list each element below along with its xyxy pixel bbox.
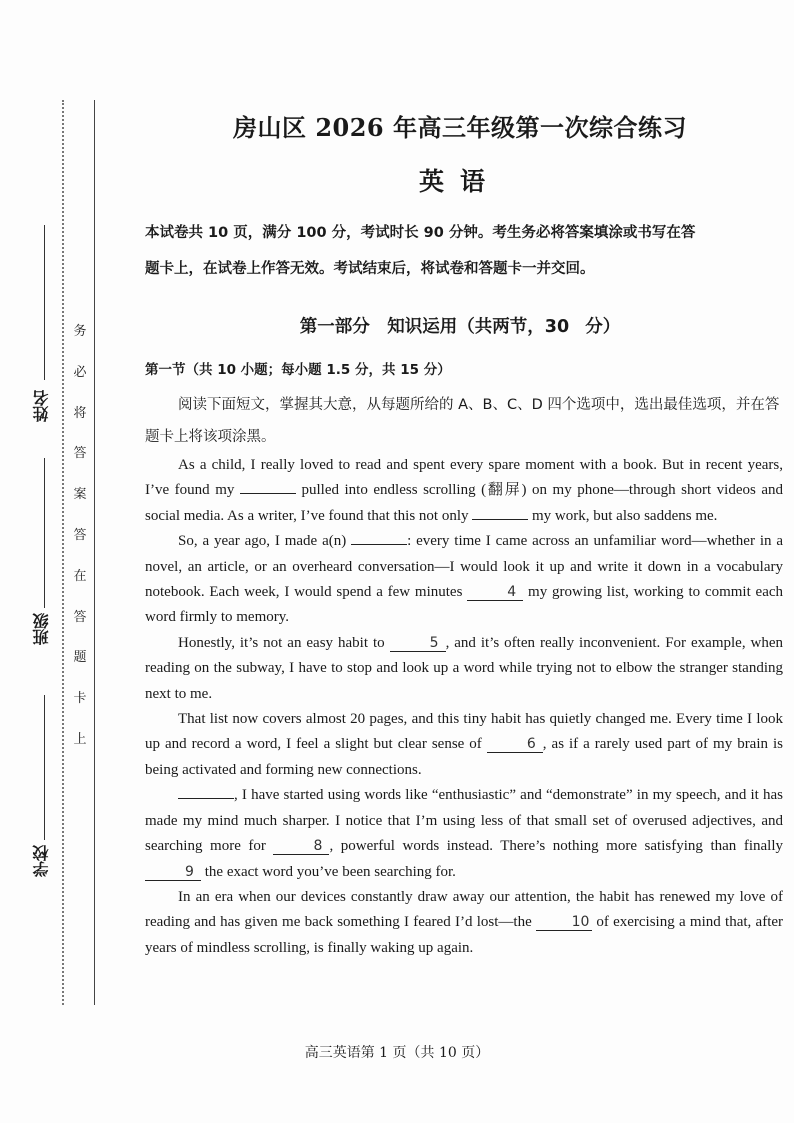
notice-char: 必	[73, 364, 87, 380]
passage-text: , as if a rarely used part of my brain is being activated and forming new connections.	[145, 736, 784, 778]
page-footer: 高三英语第 1 页（共 10 页）	[304, 1045, 490, 1061]
name-label: 姓名	[32, 390, 51, 422]
passage-text: So, a year ago, I made a(n)	[178, 533, 347, 550]
paragraph-5	[145, 783, 783, 885]
exam-instructions	[145, 215, 785, 287]
part-title: 第一部分 知识运用（共两节，30 分）	[299, 317, 621, 337]
school-underline	[44, 695, 45, 840]
notice-char: 题	[73, 650, 87, 666]
blank-3	[351, 544, 407, 545]
instruction-line: 题卡上，在试卷上作答无效。考试结束后，将试卷和答题卡一并交回。	[145, 261, 595, 277]
notice-char: 将	[73, 405, 87, 421]
notice-char: 在	[73, 568, 87, 584]
passage-text: my work, but also saddens me.	[532, 507, 718, 524]
paragraph-1	[145, 453, 783, 529]
passage-text: , powerful words instead. There’s nothing more satisfying than finally	[329, 838, 783, 855]
class-label: 班级	[32, 613, 51, 645]
passage-text: , and it’s often really inconvenient. For example, when reading on the subway, I have to stop and look up a word while trying not to elbow the stranger standing next to me.	[145, 634, 784, 702]
paragraph-2	[145, 529, 783, 631]
notice-char: 答	[73, 527, 87, 543]
instruction-line: 本试卷共 10 页，满分 100 分，考试时长 90 分钟。考生务必将答案填涂或书写在答	[145, 225, 696, 241]
notice-char: 案	[73, 487, 87, 503]
notice-char: 答	[73, 446, 87, 462]
blank-7	[178, 798, 234, 799]
binding-solid-line	[94, 100, 95, 1005]
blank-5: 5	[390, 635, 446, 652]
paragraph-4	[145, 707, 783, 783]
passage-text: , I have started using words like “enthusiastic” and “demonstrate” in my speech, and it has made my mind much sharper. I notice that I’m using less of that small set of overused adjectives, and searching more for	[145, 787, 783, 855]
blank-1	[240, 493, 296, 494]
passage-text: : every time I came across an unfamiliar word—whether in a novel, an article, or an overheard conversation—I would look it up and write it down in a vocabulary notebook. Each week, I would spend a few minutes	[145, 533, 783, 601]
paragraph-6	[145, 885, 783, 961]
paragraph-3	[145, 631, 783, 707]
blank-2	[472, 519, 528, 520]
blank-8: 8	[273, 838, 329, 855]
blank-6: 6	[487, 736, 543, 753]
notice-char: 答	[73, 609, 87, 625]
passage-text: of exercising a mind that, after years of mindless scrolling, is finally waking up again.	[145, 914, 784, 956]
passage-text: my growing list, working to commit each word firmly to memory.	[145, 584, 784, 626]
passage-text: In an era when our devices constantly draw away our attention, the habit has renewed my love of reading and has given me back something I feared I’d lost—the	[145, 888, 783, 931]
passage-text: As a child, I really loved to read and spent every spare moment with a book. But in recent years, I’ve found my	[145, 457, 783, 499]
passage-text: That list now covers almost 20 pages, and this tiny habit has quietly changed me. Every time I look up and record a word, I feel a slight but clear sense of	[145, 711, 783, 753]
binding-dotted-line	[62, 100, 64, 1005]
passage-text: pulled into endless scrolling (翻屏) on my phone—through short videos and social media. As a writer, I’ve found that this not only	[145, 482, 784, 524]
blank-10: 10	[536, 914, 592, 931]
passage-text: Honestly, it’s not an easy habit to	[178, 634, 385, 651]
name-underline	[44, 225, 45, 380]
section-title: 第一节（共 10 小题；每小题 1.5 分，共 15 分）	[145, 362, 451, 378]
name-field	[26, 225, 56, 445]
blank-4: 4	[467, 584, 523, 601]
school-field[interactable]	[26, 695, 56, 895]
school-label: 学校	[32, 845, 51, 877]
class-underline	[44, 458, 45, 608]
subject-title: 英语	[418, 167, 501, 196]
notice-char: 卡	[73, 691, 87, 707]
section-directions	[145, 389, 785, 453]
directions-text: 阅读下面短文，掌握其大意，从每题所给的 A、B、C、D 四个选项中，选出最佳选项，并在答题卡上将该项涂黑。	[145, 397, 780, 445]
cloze-passage	[145, 453, 783, 961]
passage-text: the exact word you’ve been searching for.	[204, 863, 456, 880]
exam-title: 房山区 2026 年高三年级第一次综合练习	[232, 113, 687, 142]
notice-char: 务	[73, 324, 87, 339]
class-field[interactable]	[26, 458, 56, 658]
notice-char: 上	[73, 731, 87, 747]
answer-sheet-notice	[72, 320, 88, 769]
blank-9: 9	[145, 864, 201, 881]
